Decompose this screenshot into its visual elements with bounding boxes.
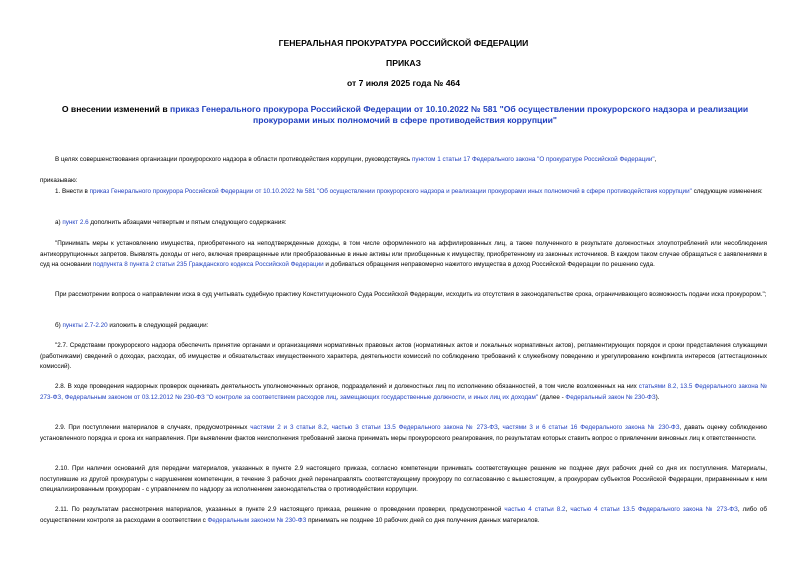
document-subject	[50, 104, 760, 125]
item-1-text-end: следующие изменения:	[691, 188, 763, 195]
subject-prefix: О внесении изменений в	[61, 104, 171, 114]
order-581-link[interactable]: приказ Генерального прокурора Российской Федерации от 10.10.2022 № 581 "Об осуществлении прокурорского надзора и реализации прокурорами иных полномочий в сфере противодействия коррупции"	[89, 188, 692, 195]
part-4-art-13-5-link[interactable]: частью 4 статьи 13.5 Федерального закона № 273-ФЗ	[570, 506, 738, 513]
intro-text-end: ,	[654, 156, 657, 163]
sub-a-text-end: дополнить абзацами четвертым и пятым следующего содержания:	[88, 219, 287, 226]
point-2-11-text: 2.11. По результатам рассмотрения материалов, указанных в пункте 2.9 настоящего приказа, решение о проведении проверки, предусмотренной	[55, 506, 505, 513]
parts-3-6-art-16-link[interactable]: частями 3 и 6 статьи 16 Федерального закона № 230-ФЗ	[502, 424, 680, 431]
articles-8-2-13-5-link[interactable]: статьями 8.2, 13.5 Федерального закона № 273-ФЗ, Федеральным законом от 03.12.2012 № 230-ФЗ "О контроле за соответствием расходов лиц, замещающих государственные должности, и иных лиц их доходам"	[40, 383, 767, 401]
intro-paragraph	[40, 155, 767, 166]
point-2-9-text: 2.9. При поступлении материалов в случаях, предусмотренных	[55, 424, 251, 431]
law-230-fz-link[interactable]: Федеральный закон № 230-ФЗ	[565, 393, 656, 401]
document-type: ПРИКАЗ	[386, 58, 421, 68]
item-1-text: 1. Внести в	[55, 188, 90, 195]
item-1-paragraph	[40, 187, 767, 198]
sub-b-paragraph	[40, 321, 767, 332]
law-prosecution-link[interactable]: пунктом 1 статьи 17 Федерального закона "О прокуратуре Российской Федерации"	[411, 156, 655, 163]
part-4-art-8-2-link[interactable]: частью 4 статьи 8.2	[504, 506, 566, 513]
civil-code-link[interactable]: подпункта 8 пункта 2 статьи 235 Гражданского кодекса Российской Федерации	[92, 261, 324, 269]
quote-1-text: "Принимать меры к установлению имущества, приобретенного на неподтвержденные доходы, в том числе оформленного на аффилированных лиц, а также полученного в результате должностных злоупотреблений или несоблюдения антикоррупционных запретов. Выявлять доходы от него, включая превращенные или преобразованные в иные активы или приобщенные к имуществу, приобретенному из законных источников. В каждом таком случае обращаться с заявлениями в суд на основании	[40, 240, 767, 269]
organization-title: ГЕНЕРАЛЬНАЯ ПРОКУРАТУРА РОССИЙСКОЙ ФЕДЕРАЦИИ	[278, 38, 529, 48]
sub-a-paragraph	[40, 218, 767, 229]
law-230-fz-link-2[interactable]: Федеральным законом № 230-ФЗ	[207, 516, 307, 524]
order-word: приказываю:	[40, 177, 78, 184]
parts-2-3-art-8-2-link[interactable]: частями 2 и 3 статьи 8.2	[250, 424, 327, 431]
point-2-9-text-3: ,	[497, 424, 503, 431]
document-date-number: от 7 июля 2025 года № 464	[346, 78, 461, 88]
point-2-8-paragraph	[40, 382, 767, 403]
point-2-6-link[interactable]: пункт 2.6	[62, 219, 89, 226]
sub-b-text: б)	[55, 322, 63, 329]
point-2-7-paragraph: "2.7. Средствами прокурорского надзора обеспечить принятие органами и организациями нормативных правовых актов (нормативных актов и локальных нормативных актов), регламентирующих порядок и сроки представления служащими (работниками) сведений о доходах, расходах, об имуществе и обязательствах имущественного характера, деятельности комиссий по соблюдению требований к служебному поведению и урегулированию конфликта интересов (аттестационных комиссий).	[40, 342, 767, 371]
point-2-11-text-2: ,	[565, 506, 571, 513]
quote-1-paragraph	[40, 239, 767, 271]
point-2-11-text-3: , либо об осуществлении контроля за расходами в соответствии с	[40, 506, 767, 524]
point-2-9-paragraph	[40, 423, 767, 444]
point-2-9-text-4: , давать оценку соблюдению установленного порядка и срока их направления. При выявлении фактов неисполнения требований закона принимать меры прокурорского реагирования, по результатам которых ставить вопрос о привлечении виновных лиц к ответственности.	[40, 424, 768, 442]
point-2-11-text-4: принимать не позднее 10 рабочих дней со дня получения данных материалов.	[306, 516, 540, 524]
quote-1-text-end: и добиваться обращения неправомерно нажитого имущества в доход Российской Федерации по решению суда.	[323, 261, 655, 269]
point-2-8-text-2: (далее -	[538, 393, 566, 401]
point-2-8-text-3: ).	[655, 393, 660, 401]
part-3-art-13-5-link[interactable]: частью 3 статьи 13.5 Федерального закона № 273-ФЗ	[331, 424, 498, 431]
sub-a-text: а)	[55, 219, 63, 226]
subject-order-link[interactable]: приказ Генерального прокурора Российской Федерации от 10.10.2022 № 581 "Об осуществлении прокурорского надзора и реализации прокурорами иных полномочий в сфере противодействия коррупции"	[170, 104, 749, 125]
point-2-9-text-2: ,	[326, 424, 332, 431]
sub-b-text-end: изложить в следующей редакции:	[107, 322, 209, 329]
points-2-7-2-20-link[interactable]: пункты 2.7-2.20	[62, 322, 108, 329]
point-2-8-text: 2.8. В ходе проведения надзорных проверок оценивать деятельность уполномоченных органов, подразделений и должностных лиц по исполнению обязанностей, в том числе возложенных на них	[55, 383, 639, 390]
intro-text: В целях совершенствования организации прокурорского надзора в области противодействия коррупции, руководствуясь	[55, 156, 412, 163]
point-2-11-paragraph	[40, 505, 767, 526]
point-2-10-paragraph: 2.10. При наличии оснований для передачи материалов, указанных в пункте 2.9 настоящего приказа, согласно компетенции принимать соответствующее решение не позднее двух рабочих дней со дня их поступления. Материалы, поступившие из другой прокуратуры с нарушением компетенции, в течение 3 рабочих дней перенаправлять соответствующему прокурору по согласованию с вышестоящим, а прокурорам субъектов Российской Федерации, приравненным к ним специализированным прокурорам - с управлением по надзору за исполнением законодательства о противодействии коррупции.	[40, 465, 767, 494]
quote-2-paragraph: При рассмотрении вопроса о направлении иска в суд учитывать судебную практику Конституционного Суда Российской Федерации, исходить из отсутствия в законодательстве срока, ограничивающего возможность подачи иска прокурором.";	[55, 291, 767, 298]
